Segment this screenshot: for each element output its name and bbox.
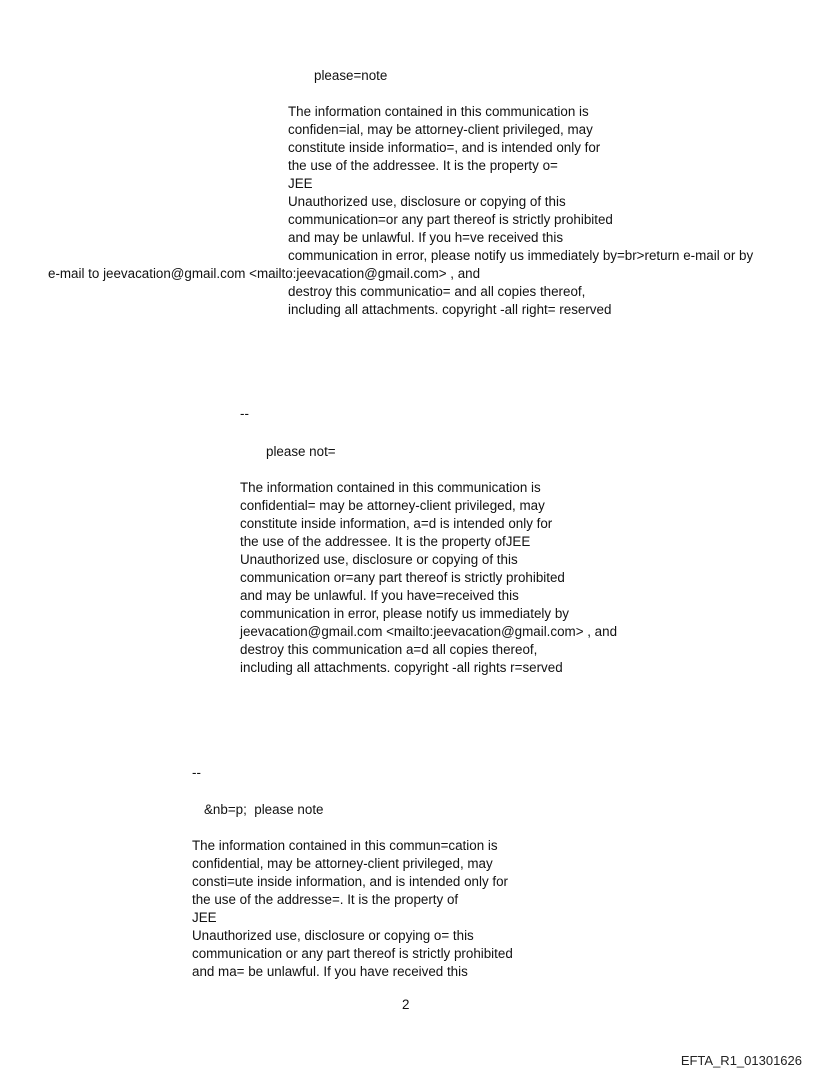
- notice-line: the use of the addressee. It is the property ofJEE: [240, 534, 531, 549]
- notice-line: communication in error, please notify us immediately by: [240, 606, 569, 621]
- document-id: EFTA_R1_01301626: [680, 1053, 802, 1068]
- notice-heading: &nb=p; please note: [204, 802, 324, 817]
- notice-line: confidential= may be attorney-client privileged, may: [240, 498, 545, 513]
- notice-line: The information contained in this commun=cation is: [192, 838, 498, 853]
- notice-line: consti=ute inside information, and is intended only for: [192, 874, 508, 889]
- notice-line: confidential, may be attorney-client privileged, may: [192, 856, 493, 871]
- notice-line: communication or=any part thereof is strictly prohibited: [240, 570, 565, 585]
- notice-line: Unauthorized use, disclosure or copying of this: [288, 194, 566, 209]
- notice-line: constitute inside information, a=d is intended only for: [240, 516, 553, 531]
- notice-line: Unauthorized use, disclosure or copying o= this: [192, 928, 474, 943]
- notice-line: JEE: [288, 176, 313, 191]
- notice-line: and may be unlawful. If you have=received this: [240, 588, 519, 603]
- notice-line: destroy this communicatio= and all copies thereof,: [288, 284, 586, 299]
- notice-line: and may be unlawful. If you h=ve received this: [288, 230, 564, 245]
- page-number: 2: [402, 997, 410, 1012]
- notice-line: JEE: [192, 910, 217, 925]
- notice-heading: please=note: [314, 68, 388, 83]
- notice-line: e-mail to jeevacation@gmail.com <mailto:jeevacation@gmail.com> , and: [48, 266, 481, 281]
- separator: --: [240, 406, 249, 421]
- notice-line: the use of the addresse=. It is the property of: [192, 892, 459, 907]
- notice-line: communication in error, please notify us immediately by=br>return e-mail or by: [288, 248, 754, 263]
- notice-line: Unauthorized use, disclosure or copying of this: [240, 552, 518, 567]
- notice-line: confiden=ial, may be attorney-client privileged, may: [288, 122, 593, 137]
- notice-line: and ma= be unlawful. If you have received this: [192, 964, 468, 979]
- notice-line: The information contained in this communication is: [288, 104, 589, 119]
- notice-heading: please not=: [266, 444, 336, 459]
- notice-line: The information contained in this communication is: [240, 480, 541, 495]
- notice-line: the use of the addressee. It is the property o=: [288, 158, 558, 173]
- notice-line: jeevacation@gmail.com <mailto:jeevacation@gmail.com> , and: [240, 624, 618, 639]
- notice-line: communication or any part thereof is strictly prohibited: [192, 946, 513, 961]
- notice-line: communication=or any part thereof is strictly prohibited: [288, 212, 613, 227]
- notice-line: destroy this communication a=d all copies thereof,: [240, 642, 538, 657]
- separator: --: [192, 765, 201, 780]
- notice-line: including all attachments. copyright -all rights r=served: [240, 660, 563, 675]
- notice-line: constitute inside informatio=, and is intended only for: [288, 140, 601, 155]
- notice-line: including all attachments. copyright -all right= reserved: [288, 302, 612, 317]
